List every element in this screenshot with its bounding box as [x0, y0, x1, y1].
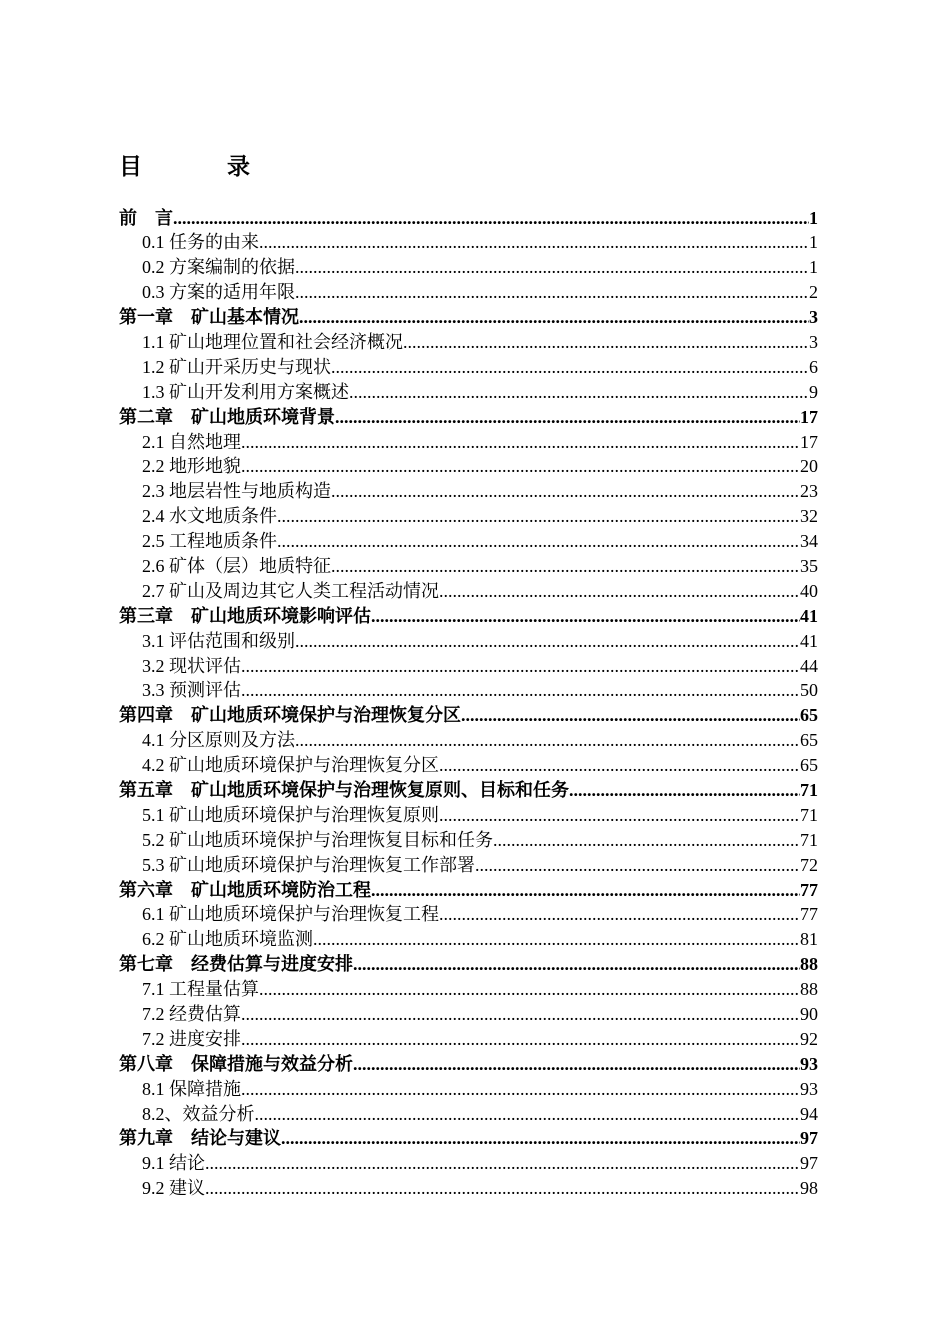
dot-leader	[295, 728, 800, 753]
toc-entry-label: 1.1 矿山地理位置和社会经济概况	[142, 331, 403, 352]
toc-entry-label: 0.2 方案编制的依据	[142, 257, 295, 278]
toc-section-entry[interactable]	[119, 230, 818, 255]
dot-leader	[353, 952, 800, 977]
dot-leader	[241, 654, 800, 679]
dot-leader	[255, 1102, 801, 1127]
dot-leader	[439, 753, 800, 778]
toc-entry-label: 前 言	[119, 207, 173, 228]
dot-leader	[331, 355, 809, 380]
dot-leader	[331, 554, 800, 579]
toc-page-number: 65	[800, 755, 818, 776]
toc-chapter-entry[interactable]	[119, 1126, 818, 1151]
toc-section-entry[interactable]	[119, 1151, 818, 1176]
toc-entry-label: 2.6 矿体（层）地质特征	[142, 555, 331, 576]
toc-entry-label: 3.2 现状评估	[142, 655, 241, 676]
dot-leader	[331, 479, 800, 504]
dot-leader	[295, 255, 809, 280]
toc-page-number: 71	[800, 829, 818, 850]
toc-page-number: 81	[800, 929, 818, 950]
toc-chapter-entry[interactable]	[119, 1052, 818, 1077]
toc-section-entry[interactable]	[119, 504, 818, 529]
toc-page-number: 94	[800, 1103, 818, 1124]
toc-entry-label: 8.2、效益分析	[142, 1103, 255, 1124]
toc-section-entry[interactable]	[119, 927, 818, 952]
toc-entry-label: 4.1 分区原则及方法	[142, 730, 295, 751]
toc-section-entry[interactable]	[119, 454, 818, 479]
toc-entry-label: 1.3 矿山开发利用方案概述	[142, 381, 349, 402]
toc-section-entry[interactable]	[119, 678, 818, 703]
dot-leader	[277, 504, 800, 529]
toc-entry-label: 5.2 矿山地质环境保护与治理恢复目标和任务	[142, 829, 493, 850]
toc-entry-label: 第四章 矿山地质环境保护与治理恢复分区	[119, 705, 461, 726]
toc-chapter-entry[interactable]	[119, 206, 818, 231]
toc-entry-label: 9.1 结论	[142, 1153, 205, 1174]
toc-page-number: 17	[800, 406, 818, 427]
toc-entry-label: 第七章 经费估算与进度安排	[119, 954, 353, 975]
dot-leader	[241, 1077, 800, 1102]
toc-section-entry[interactable]	[119, 1027, 818, 1052]
toc-section-entry[interactable]	[119, 753, 818, 778]
toc-section-entry[interactable]	[119, 380, 818, 405]
dot-leader	[461, 703, 800, 728]
dot-leader	[241, 678, 800, 703]
toc-section-entry[interactable]	[119, 355, 818, 380]
toc-page-number: 2	[809, 282, 818, 303]
toc-section-entry[interactable]	[119, 828, 818, 853]
toc-entry-label: 2.1 自然地理	[142, 431, 241, 452]
dot-leader	[259, 977, 800, 1002]
toc-section-entry[interactable]	[119, 430, 818, 455]
toc-entry-label: 3.1 评估范围和级别	[142, 630, 295, 651]
toc-page-number: 97	[800, 1128, 818, 1149]
toc-page-number: 90	[800, 1004, 818, 1024]
toc-page-number: 71	[800, 804, 818, 825]
toc-page-number: 88	[800, 979, 818, 1000]
dot-leader	[439, 803, 800, 828]
toc-section-entry[interactable]	[119, 977, 818, 1002]
toc-section-entry[interactable]	[119, 479, 818, 504]
toc-section-entry[interactable]	[119, 554, 818, 579]
toc-chapter-entry[interactable]	[119, 703, 818, 728]
toc-entry-label: 8.1 保障措施	[142, 1078, 241, 1099]
dot-leader	[475, 853, 800, 878]
toc-entry-label: 3.3 预测评估	[142, 680, 241, 701]
dot-leader	[569, 778, 800, 803]
toc-page-number: 98	[800, 1178, 818, 1199]
toc-entry-label: 6.2 矿山地质环境监测	[142, 929, 313, 950]
toc-page-number: 3	[809, 307, 818, 328]
toc-page-number: 1	[809, 257, 818, 278]
toc-entry-label: 9.2 建议	[142, 1178, 205, 1199]
toc-section-entry[interactable]	[119, 280, 818, 305]
dot-leader	[241, 430, 800, 455]
toc-page-number: 1	[809, 232, 818, 253]
toc-section-entry[interactable]	[119, 1002, 818, 1027]
toc-chapter-entry[interactable]	[119, 878, 818, 903]
toc-page-number: 93	[800, 1078, 818, 1099]
toc-section-entry[interactable]	[119, 1102, 818, 1127]
toc-entry-label: 7.1 工程量估算	[142, 979, 259, 1000]
toc-section-entry[interactable]	[119, 902, 818, 927]
toc-page-number: 1	[809, 207, 818, 228]
toc-entry-label: 第九章 结论与建议	[119, 1128, 281, 1149]
toc-entry-label: 4.2 矿山地质环境保护与治理恢复分区	[142, 755, 439, 776]
toc-page-number: 41	[800, 605, 818, 626]
dot-leader	[403, 330, 809, 355]
toc-entry-label: 1.2 矿山开采历史与现状	[142, 356, 331, 377]
toc-page-number: 88	[800, 954, 818, 975]
toc-entry-label: 5.3 矿山地质环境保护与治理恢复工作部署	[142, 854, 475, 875]
dot-leader	[439, 579, 800, 604]
toc-entry-label: 第八章 保障措施与效益分析	[119, 1053, 353, 1074]
toc-entry-label: 第六章 矿山地质环境防治工程	[119, 879, 371, 900]
toc-page-number: 44	[800, 655, 818, 676]
toc-chapter-entry[interactable]	[119, 778, 818, 803]
toc-page-number: 3	[809, 331, 818, 352]
toc-section-entry[interactable]	[119, 1176, 818, 1201]
dot-leader	[281, 1126, 800, 1151]
toc-page-number: 32	[800, 506, 818, 527]
toc-page-number: 97	[800, 1153, 818, 1174]
toc-page-number: 72	[800, 854, 818, 875]
toc-page-number: 65	[800, 705, 818, 726]
dot-leader	[241, 1002, 800, 1027]
toc-section-entry[interactable]	[119, 529, 818, 554]
toc-page-number: 71	[800, 779, 818, 800]
toc-page-number: 41	[800, 630, 818, 651]
toc-entry-label: 0.3 方案的适用年限	[142, 282, 295, 303]
toc-entry-label: 2.5 工程地质条件	[142, 531, 277, 552]
toc-page-number: 17	[800, 431, 818, 452]
toc-page-number: 92	[800, 1028, 818, 1049]
toc-section-entry[interactable]	[119, 654, 818, 679]
dot-leader	[205, 1176, 800, 1201]
toc-entry-label: 第五章 矿山地质环境保护与治理恢复原则、目标和任务	[119, 779, 569, 800]
toc-entry-label: 7.2 经费估算	[142, 1004, 241, 1024]
page-title: 目 录	[119, 154, 263, 180]
toc-entry-label: 第一章 矿山基本情况	[119, 307, 299, 328]
toc-page-number: 34	[800, 531, 818, 552]
toc-section-entry[interactable]	[119, 579, 818, 604]
dot-leader	[371, 604, 800, 629]
toc-page-number: 50	[800, 680, 818, 701]
dot-leader	[295, 629, 800, 654]
toc-section-entry[interactable]	[119, 728, 818, 753]
dot-leader	[353, 1052, 800, 1077]
toc-page-number: 40	[800, 580, 818, 601]
dot-leader	[313, 927, 800, 952]
toc-page-number: 77	[800, 904, 818, 925]
toc-section-entry[interactable]	[119, 853, 818, 878]
toc-chapter-entry[interactable]	[119, 305, 818, 330]
toc-section-entry[interactable]	[119, 629, 818, 654]
dot-leader	[439, 902, 800, 927]
toc-page-number: 23	[800, 481, 818, 502]
toc-section-entry[interactable]	[119, 1077, 818, 1102]
toc-page-number: 20	[800, 456, 818, 477]
dot-leader	[241, 454, 800, 479]
toc-page-number: 9	[809, 381, 818, 402]
dot-leader	[335, 405, 800, 430]
dot-leader	[371, 878, 800, 903]
toc-entry-label: 2.2 地形地貌	[142, 456, 241, 477]
dot-leader	[277, 529, 800, 554]
toc-page-number: 6	[809, 356, 818, 377]
toc-page-number: 65	[800, 730, 818, 751]
dot-leader	[493, 828, 800, 853]
toc-page-number: 93	[800, 1053, 818, 1074]
toc-entry-label: 第二章 矿山地质环境背景	[119, 406, 335, 427]
toc-chapter-entry[interactable]	[119, 604, 818, 629]
toc-entry-label: 7.2 进度安排	[142, 1028, 241, 1049]
toc-entry-label: 6.1 矿山地质环境保护与治理恢复工程	[142, 904, 439, 925]
dot-leader	[299, 305, 809, 330]
dot-leader	[173, 206, 809, 231]
dot-leader	[349, 380, 809, 405]
toc-entry-label: 2.3 地层岩性与地质构造	[142, 481, 331, 502]
dot-leader	[295, 280, 809, 305]
dot-leader	[205, 1151, 800, 1176]
toc-entry-label: 2.4 水文地质条件	[142, 506, 277, 527]
toc-page-number: 77	[800, 879, 818, 900]
toc-chapter-entry[interactable]	[119, 405, 818, 430]
dot-leader	[259, 230, 809, 255]
toc-section-entry[interactable]	[119, 255, 818, 280]
toc-page-number: 35	[800, 555, 818, 576]
table-of-contents	[119, 206, 818, 1202]
toc-chapter-entry[interactable]	[119, 952, 818, 977]
dot-leader	[241, 1027, 800, 1052]
toc-section-entry[interactable]	[119, 330, 818, 355]
toc-entry-label: 5.1 矿山地质环境保护与治理恢复原则	[142, 804, 439, 825]
toc-section-entry[interactable]	[119, 803, 818, 828]
toc-entry-label: 2.7 矿山及周边其它人类工程活动情况	[142, 580, 439, 601]
toc-entry-label: 第三章 矿山地质环境影响评估	[119, 605, 371, 626]
toc-entry-label: 0.1 任务的由来	[142, 232, 259, 253]
